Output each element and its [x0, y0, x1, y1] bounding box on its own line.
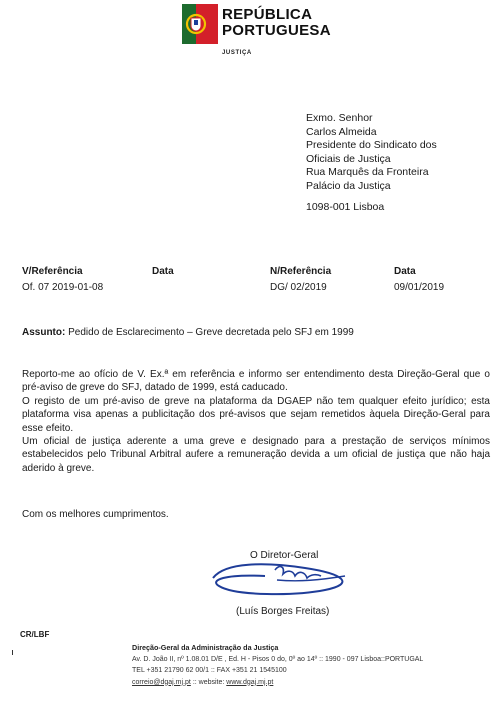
ministry-label: JUSTIÇA: [222, 50, 252, 56]
recipient-postcode: 1098-001 Lisboa: [306, 201, 385, 213]
recipient-line: Carlos Almeida: [306, 125, 377, 138]
ref-value-your-reference: Of. 07 2019-01-08: [22, 282, 104, 293]
footer: [132, 642, 423, 688]
subject-line: [22, 327, 354, 338]
recipient-address: [306, 112, 437, 193]
signatory-name: (Luís Borges Freitas): [236, 606, 330, 617]
author-initials: CR/LBF: [20, 630, 50, 639]
closing-salutation: Com os melhores cumprimentos.: [22, 509, 169, 520]
subject-text: Pedido de Esclarecimento – Greve decretada pelo SFJ em 1999: [68, 327, 354, 338]
margin-mark: [12, 650, 13, 655]
ref-value-our-reference: DG/ 02/2019: [270, 282, 327, 293]
footer-org: Direção-Geral da Administração da Justiça: [132, 643, 279, 652]
body-paragraph: Um oficial de justiça aderente a uma greve e designado para a prestação de serviços mínimos estabelecidos pelo Tribunal Arbitral aufere a remuneração devida a um oficial de justiça que não haja aderido à greve.: [22, 436, 490, 474]
subject-label: Assunto:: [22, 327, 66, 338]
body-paragraph: O registo de um pré-aviso de greve na plataforma da DGAEP não tem qualquer efeito jurídico; esta plataforma visa apenas a publicitação dos pré-avisos que sejam remetidos àquela Direção-Geral para esse efeito.: [22, 395, 490, 434]
recipient-line: Palácio da Justiça: [306, 179, 391, 192]
footer-contacts: [132, 677, 423, 689]
portuguese-flag-logo-icon: [182, 4, 218, 44]
signatory-title: O Diretor-Geral: [250, 550, 319, 561]
letter-body: [22, 368, 490, 475]
ref-header-date: Data: [152, 266, 174, 277]
footer-email-link[interactable]: correio@dgaj.mj.pt: [132, 678, 191, 686]
footer-phone: TEL +351 21790 62 00/1 :: FAX +351 21 1545100: [132, 667, 287, 674]
recipient-line: Presidente do Sindicato dos: [306, 139, 437, 151]
ref-header-your-reference: V/Referência: [22, 266, 83, 277]
recipient-line: Oficiais de Justiça: [306, 152, 391, 165]
recipient-line: Rua Marquês da Fronteira: [306, 166, 429, 178]
republica-title: REPÚBLICA: [222, 6, 313, 23]
footer-website-label: :: website:: [192, 678, 225, 686]
ref-value-date-2: 09/01/2019: [394, 282, 445, 293]
ref-header-our-reference: N/Referência: [270, 266, 332, 277]
recipient-line: Exmo. Senhor: [306, 112, 373, 124]
ref-header-date-2: Data: [394, 266, 416, 277]
footer-website-link[interactable]: www.dgaj.mj.pt: [226, 678, 274, 686]
footer-address: Av. D. João II, nº 1.08.01 D/E , Ed. H - Pisos 0 do, 0º ao 14º :: 1990 - 097 Lisboa::PORTUGAL: [132, 655, 424, 663]
portuguesa-title: PORTUGUESA: [222, 22, 331, 39]
body-paragraph: Reporto-me ao ofício de V. Ex.ª em referência e informo ser entendimento desta Direção-Geral que o pré-aviso de greve do SFJ, datado de 1999, está caducado.: [22, 369, 490, 394]
